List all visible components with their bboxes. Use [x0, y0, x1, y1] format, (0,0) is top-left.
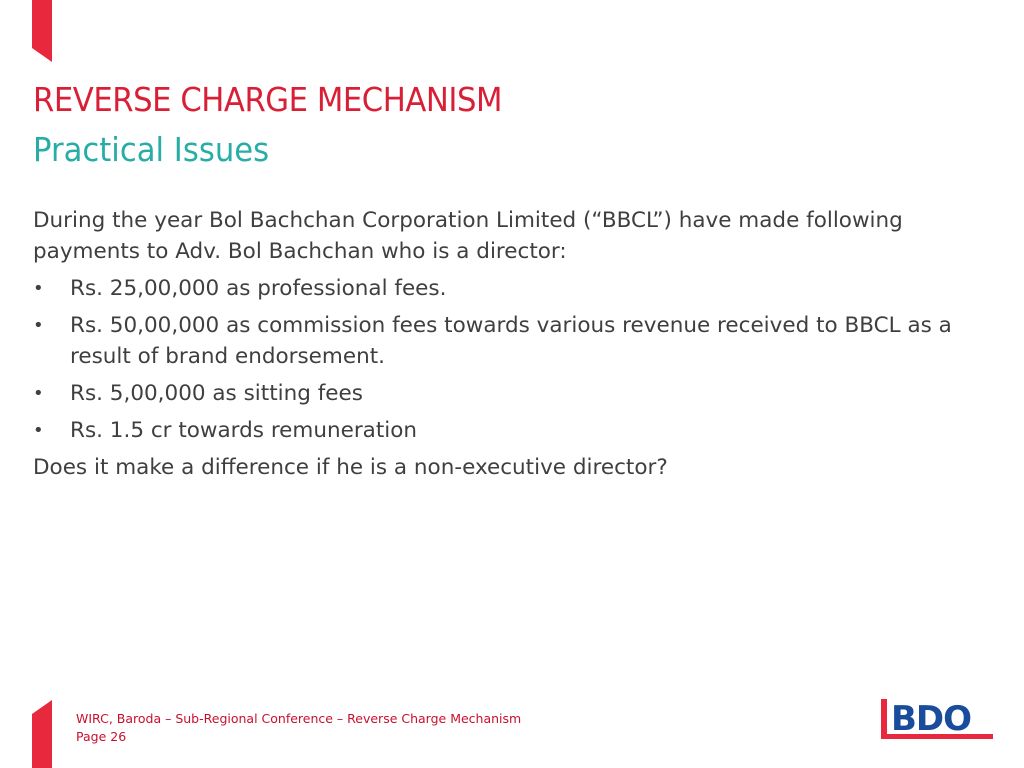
- list-item-text: Rs. 25,00,000 as professional fees.: [70, 276, 447, 301]
- list-item: [33, 378, 993, 409]
- bdo-logo-bar: [881, 699, 887, 739]
- bullet-icon: •: [33, 420, 44, 441]
- bdo-logo-text: BDO: [891, 699, 972, 739]
- bottom-accent-bar: [32, 700, 52, 768]
- list-item: [33, 273, 993, 304]
- slide-body: [33, 205, 993, 483]
- list-item-text: Rs. 5,00,000 as sitting fees: [70, 381, 363, 406]
- list-item: [33, 310, 993, 372]
- footer-page-number: Page 26: [76, 729, 127, 744]
- list-item-text: Rs. 1.5 cr towards remuneration: [70, 418, 418, 443]
- slide-title: REVERSE CHARGE MECHANISM: [33, 80, 502, 119]
- footer: [76, 710, 521, 746]
- list-item-text: Rs. 50,00,000 as commission fees towards various revenue received to BBCL as a result of brand endorsement.: [70, 313, 952, 369]
- footer-conference: WIRC, Baroda – Sub-Regional Conference – Reverse Charge Mechanism: [76, 711, 522, 726]
- bullet-icon: •: [33, 315, 44, 336]
- list-item: [33, 415, 993, 446]
- payment-list: [33, 273, 993, 446]
- top-accent-bar: [32, 0, 52, 62]
- bullet-icon: •: [33, 383, 44, 404]
- intro-paragraph: During the year Bol Bachchan Corporation Limited (“BBCL”) have made following payments to Adv. Bol Bachchan who is a director:: [33, 208, 903, 264]
- slide-subtitle: Practical Issues: [33, 130, 270, 169]
- bdo-logo: [880, 695, 995, 741]
- closing-question: Does it make a difference if he is a non-executive director?: [33, 455, 668, 480]
- bullet-icon: •: [33, 278, 44, 299]
